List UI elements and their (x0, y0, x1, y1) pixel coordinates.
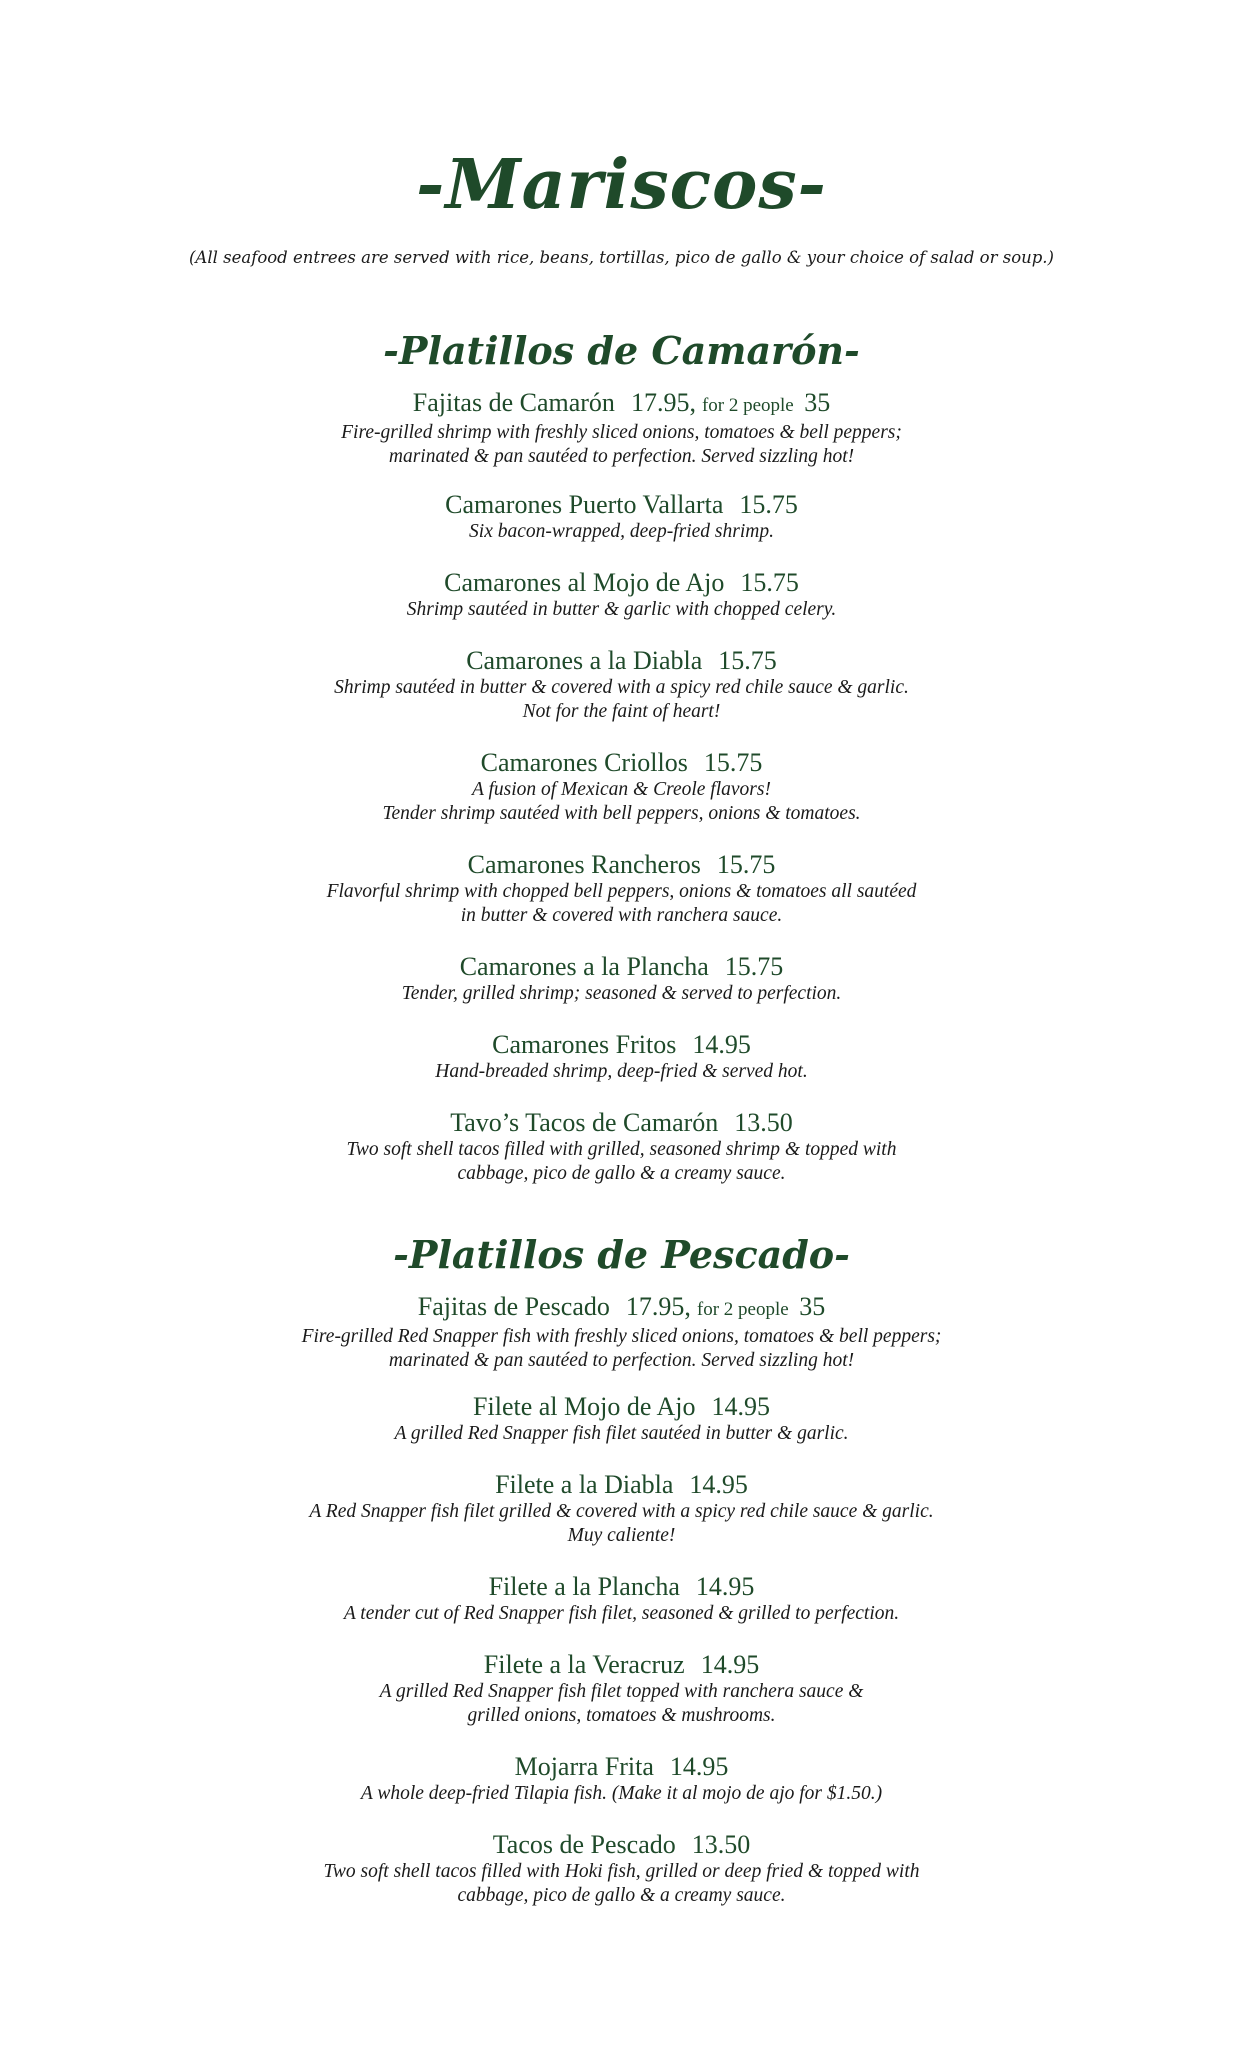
item-description: Tender shrimp sautéed with bell peppers, onions & tomatoes. (382, 803, 861, 824)
item-price: 13.50 (734, 1108, 793, 1137)
menu-item (0, 1292, 1243, 1373)
item-description: Shrimp sautéed in butter & covered with a spicy red chile sauce & garlic. (334, 677, 909, 698)
item-description: marinated & pan sautéed to perfection. Served sizzling hot! (388, 1350, 855, 1371)
item-description: A whole deep-fried Tilapia fish. (Make it al mojo de ajo for $1.50.) (360, 1783, 883, 1804)
item-name: Camarones al Mojo de Ajo (444, 568, 725, 597)
item-price: 15.75 (716, 850, 776, 879)
item-description: A fusion of Mexican & Creole flavors! (472, 779, 771, 800)
menu-item (0, 1572, 1243, 1626)
item-name: Filete al Mojo de Ajo (473, 1392, 696, 1421)
item-extra-price: 35 (799, 1292, 826, 1321)
item-description: Two soft shell tacos filled with Hoki fish, grilled or deep fried & topped with (323, 1861, 920, 1882)
item-description: Fire-grilled shrimp with freshly sliced onions, tomatoes & bell peppers; (341, 422, 902, 443)
menu-item (0, 850, 1243, 928)
item-description: in butter & covered with ranchera sauce. (460, 905, 783, 926)
item-price: 15.75 (739, 490, 798, 519)
menu-item (0, 1470, 1243, 1548)
item-price: 14.95 (700, 1650, 760, 1679)
menu-item (0, 748, 1243, 826)
section-title-camaron: -Platillos de Camarón- (383, 328, 860, 373)
item-name: Fajitas de Pescado (417, 1292, 610, 1321)
item-name: Camarones a la Plancha (459, 952, 709, 981)
menu-item (0, 952, 1243, 1006)
item-price: 17.95, (625, 1292, 691, 1321)
item-description: Fire-grilled Red Snapper fish with freshly sliced onions, tomatoes & bell peppers; (301, 1326, 942, 1347)
menu-item (0, 1650, 1243, 1728)
item-price: 13.50 (691, 1830, 751, 1859)
menu-item (0, 1830, 1243, 1908)
item-price: 15.75 (718, 646, 777, 675)
item-description: A grilled Red Snapper fish filet topped with ranchera sauce & (379, 1681, 864, 1702)
menu-item (0, 1752, 1243, 1806)
item-description: A Red Snapper fish filet grilled & covered with a spicy red chile sauce & garlic. (309, 1501, 934, 1522)
item-description: A tender cut of Red Snapper fish filet, seasoned & grilled to perfection. (343, 1603, 900, 1624)
item-description: Hand-breaded shrimp, deep-fried & served hot. (435, 1061, 808, 1082)
item-description: Not for the faint of heart! (522, 701, 721, 722)
item-price: 14.95 (669, 1752, 729, 1781)
item-description: Tender, grilled shrimp; seasoned & served to perfection. (401, 983, 842, 1004)
item-price: 17.95, (630, 388, 696, 417)
item-price: 15.75 (703, 748, 763, 777)
item-extra-label: for 2 people (696, 1299, 789, 1320)
item-name: Filete a la Plancha (488, 1572, 680, 1601)
menu-item (0, 646, 1243, 724)
item-name: Filete a la Diabla (495, 1470, 674, 1499)
item-price: 14.95 (711, 1392, 770, 1421)
item-name: Camarones Puerto Vallarta (445, 490, 724, 519)
item-price: 14.95 (692, 1030, 751, 1059)
page-subtitle: (All seafood entrees are served with rice, beans, tortillas, pico de gallo & your choice of salad or soup.) (188, 248, 1054, 267)
item-description: cabbage, pico de gallo & a creamy sauce. (457, 1163, 786, 1184)
item-description: Two soft shell tacos filled with grilled, seasoned shrimp & topped with (346, 1139, 897, 1160)
item-name: Camarones Fritos (492, 1030, 677, 1059)
item-description: Muy caliente! (567, 1525, 676, 1546)
item-name: Tacos de Pescado (492, 1830, 676, 1859)
item-name: Filete a la Veracruz (483, 1650, 685, 1679)
item-name: Tavo’s Tacos de Camarón (450, 1108, 719, 1137)
item-extra-price: 35 (804, 388, 831, 417)
page-title: -Mariscos- (416, 145, 827, 225)
item-description: Shrimp sautéed in butter & garlic with chopped celery. (406, 599, 837, 620)
menu-item (0, 568, 1243, 622)
item-price: 14.95 (689, 1470, 748, 1499)
item-price: 15.75 (724, 952, 784, 981)
item-extra-label: for 2 people (701, 395, 794, 416)
item-name: Camarones a la Diabla (466, 646, 703, 675)
item-name: Mojarra Frita (514, 1752, 654, 1781)
item-name: Camarones Criollos (480, 748, 688, 777)
section-title-pescado: -Platillos de Pescado- (393, 1232, 850, 1277)
item-description: Six bacon-wrapped, deep-fried shrimp. (469, 521, 774, 542)
item-price: 14.95 (695, 1572, 755, 1601)
item-description: cabbage, pico de gallo & a creamy sauce. (457, 1885, 786, 1906)
menu-item (0, 388, 1243, 469)
item-description: A grilled Red Snapper fish filet sautéed in butter & garlic. (394, 1423, 849, 1444)
item-description: Flavorful shrimp with chopped bell peppers, onions & tomatoes all sautéed (326, 881, 917, 902)
menu-item (0, 1108, 1243, 1186)
menu-item (0, 1392, 1243, 1446)
menu-item (0, 490, 1243, 544)
item-description: grilled onions, tomatoes & mushrooms. (467, 1705, 776, 1726)
item-name: Camarones Rancheros (467, 850, 701, 879)
item-name: Fajitas de Camarón (412, 388, 615, 417)
menu-item (0, 1030, 1243, 1084)
item-price: 15.75 (740, 568, 799, 597)
item-description: marinated & pan sautéed to perfection. Served sizzling hot! (388, 446, 855, 467)
